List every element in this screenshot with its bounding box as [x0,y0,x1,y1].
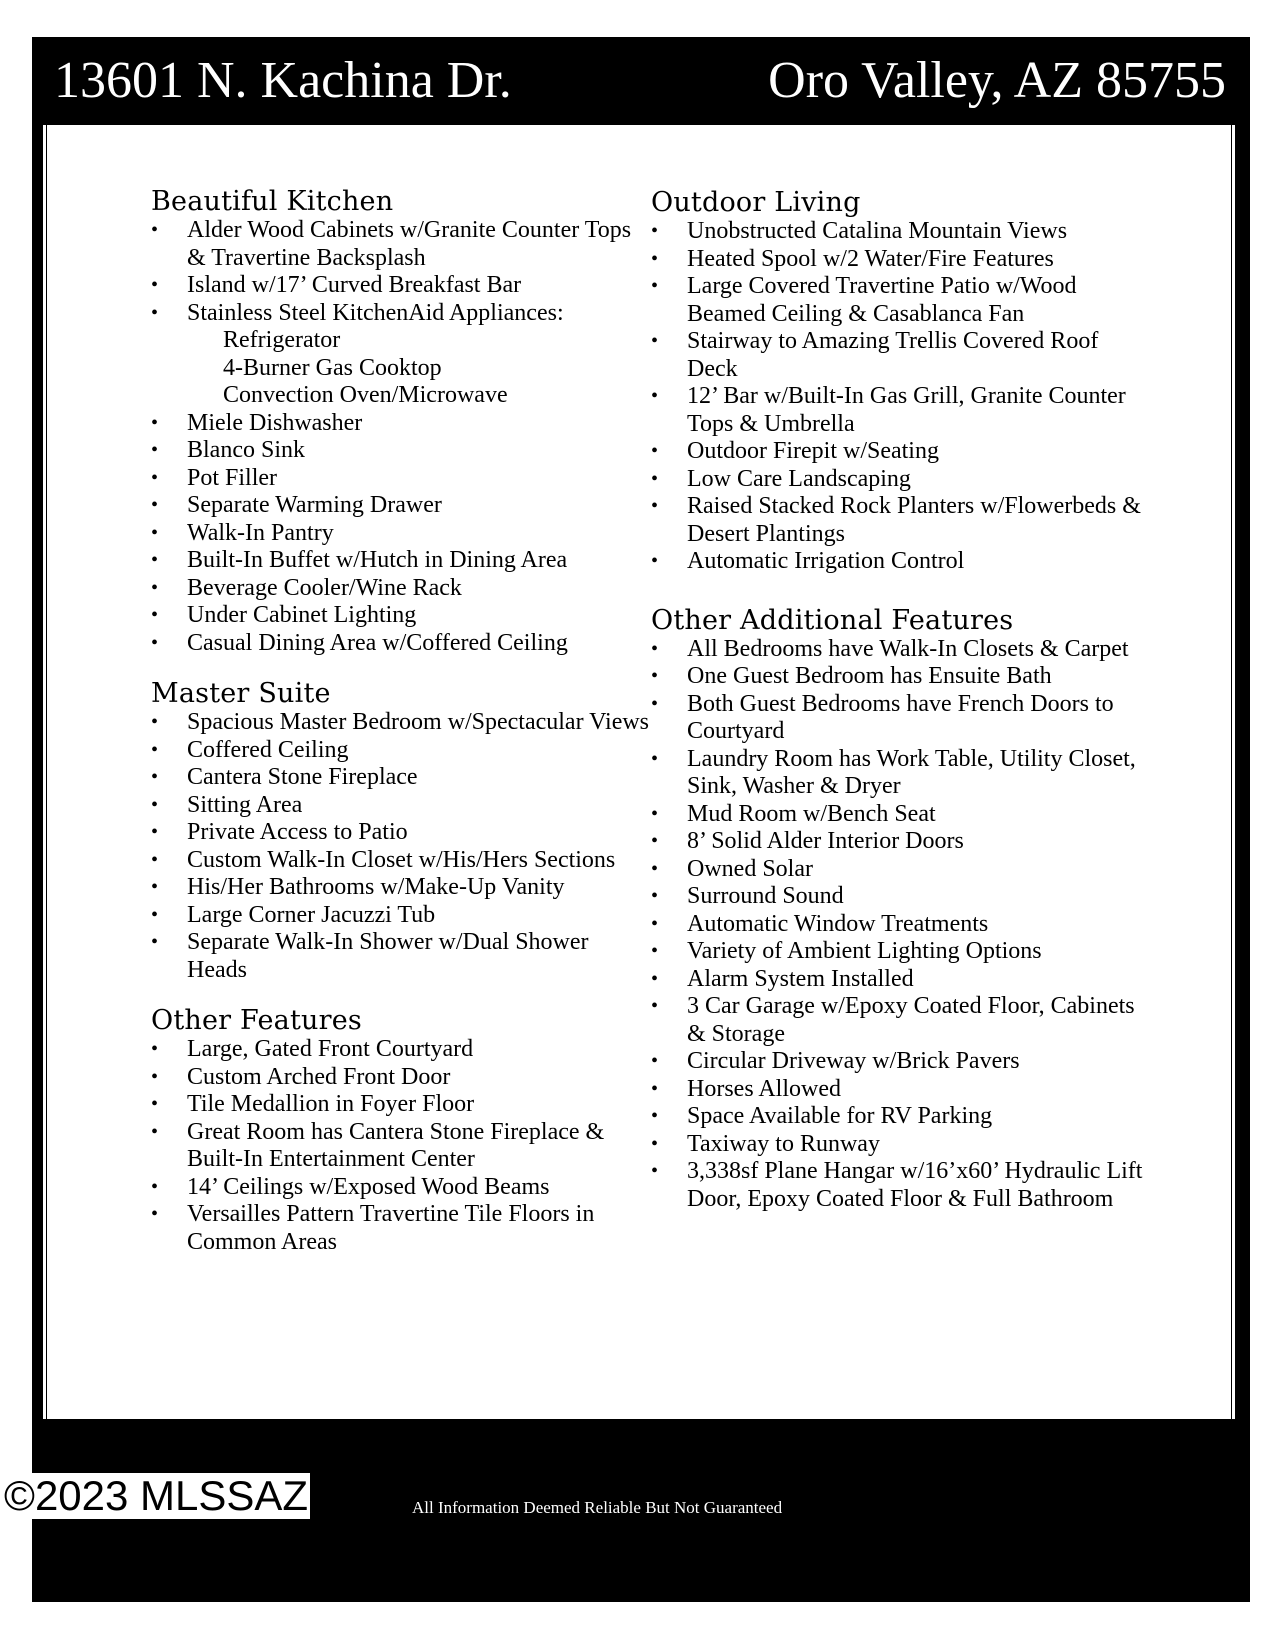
list-item: • Space Available for RV Parking [651,1103,1151,1131]
list-item: • Mud Room w/Bench Seat [651,801,1151,829]
list-item: • Walk-In Pantry [151,520,651,548]
appliance-item: 4-Burner Gas Cooktop [223,354,442,381]
list-item: • Private Access to Patio [151,819,651,847]
section-other-features [151,1006,651,1256]
copyright-watermark: ©2023 MLSSAZ [4,1472,309,1519]
list-item: • Casual Dining Area w/Coffered Ceiling [151,630,651,658]
section-master-suite [151,679,651,984]
list-item: • Custom Arched Front Door [151,1064,651,1092]
list-item: • Miele Dishwasher [151,410,651,438]
feature-list [651,636,1151,1214]
list-item: • Large Corner Jacuzzi Tub [151,902,651,930]
left-column [151,187,651,1278]
list-item: • 3 Car Garage w/Epoxy Coated Floor, Cabinets & Storage [651,993,1151,1048]
list-item: • Taxiway to Runway [651,1131,1151,1159]
list-item: • Laundry Room has Work Table, Utility Closet, Sink, Washer & Dryer [651,746,1151,801]
list-item: • Heated Spool w/2 Water/Fire Features [651,246,1151,274]
feature-list [151,1036,651,1256]
section-title: Beautiful Kitchen [151,186,394,217]
list-item: • Circular Driveway w/Brick Pavers [651,1048,1151,1076]
list-item: • Automatic Irrigation Control [651,548,1151,576]
list-item: • One Guest Bedroom has Ensuite Bath [651,663,1151,691]
list-item: • Versailles Pattern Travertine Tile Floors in Common Areas [151,1201,651,1256]
list-item: • 14’ Ceilings w/Exposed Wood Beams [151,1174,651,1202]
section-other-additional-features [651,606,1151,1214]
list-item: • Unobstructed Catalina Mountain Views [651,218,1151,246]
list-item: • All Bedrooms have Walk-In Closets & Carpet [651,636,1151,664]
list-item: • Beverage Cooler/Wine Rack [151,575,651,603]
list-item: • Sitting Area [151,792,651,820]
list-item: • Stairway to Amazing Trellis Covered Roof Deck [651,328,1151,383]
list-item: • Horses Allowed [651,1076,1151,1104]
list-item: • Built-In Buffet w/Hutch in Dining Area [151,547,651,575]
flyer-frame [32,37,1250,1602]
disclaimer-text: All Information Deemed Reliable But Not Guaranteed [412,1498,783,1517]
section-title: Master Suite [151,678,331,709]
section-outdoor-living [651,188,1151,576]
features-panel [41,125,1237,1419]
section-title: Other Features [151,1005,362,1036]
list-item: • Large Covered Travertine Patio w/Wood Beamed Ceiling & Casablanca Fan [651,273,1151,328]
list-item: • Alder Wood Cabinets w/Granite Counter Tops & Travertine Backsplash [151,217,651,272]
list-item: • Island w/17’ Curved Breakfast Bar [151,272,651,300]
property-city: Oro Valley, AZ 85755 [768,51,1226,109]
list-item: • Stainless Steel KitchenAid Appliances: [151,300,651,328]
list-item: • Variety of Ambient Lighting Options [651,938,1151,966]
list-item: • 3,338sf Plane Hangar w/16’x60’ Hydraulic Lift Door, Epoxy Coated Floor & Full Bathroom [651,1158,1151,1213]
section-beautiful-kitchen [151,187,651,657]
list-item: • Owned Solar [651,856,1151,884]
list-item: • 8’ Solid Alder Interior Doors [651,828,1151,856]
list-item: • Raised Stacked Rock Planters w/Flowerbeds & Desert Plantings [651,493,1151,548]
list-item: • Separate Walk-In Shower w/Dual Shower Heads [151,929,651,984]
property-address: 13601 N. Kachina Dr. [54,51,512,109]
list-item: • Pot Filler [151,465,651,493]
list-item: • Cantera Stone Fireplace [151,764,651,792]
feature-list [151,709,651,984]
list-item: • Separate Warming Drawer [151,492,651,520]
list-item: • 12’ Bar w/Built-In Gas Grill, Granite Counter Tops & Umbrella [651,383,1151,438]
list-item: • Custom Walk-In Closet w/His/Hers Sections [151,847,651,875]
list-item: • Low Care Landscaping [651,466,1151,494]
list-item: • His/Her Bathrooms w/Make-Up Vanity [151,874,651,902]
appliance-item: Refrigerator [223,327,341,353]
features-inner-border [46,125,1232,1419]
list-item: • Surround Sound [651,883,1151,911]
feature-list [151,217,651,657]
list-item: • Alarm System Installed [651,966,1151,994]
section-title: Other Additional Features [651,604,1014,636]
list-item: • Great Room has Cantera Stone Fireplace & Built-In Entertainment Center [151,1119,651,1174]
header-bar [32,37,1250,124]
list-item: • Tile Medallion in Foyer Floor [151,1091,651,1119]
right-column [651,188,1151,1235]
list-item: • Outdoor Firepit w/Seating [651,438,1151,466]
section-title: Outdoor Living [651,187,861,218]
list-item: • Spacious Master Bedroom w/Spectacular Views [151,709,651,737]
list-item: • Large, Gated Front Courtyard [151,1036,651,1064]
list-item: • Coffered Ceiling [151,737,651,765]
list-item: • Blanco Sink [151,437,651,465]
list-item: • Automatic Window Treatments [651,911,1151,939]
list-item: • Under Cabinet Lighting [151,602,651,630]
feature-list [651,218,1151,576]
appliance-item: Convection Oven/Microwave [223,382,508,408]
list-item: • Both Guest Bedrooms have French Doors to Courtyard [651,691,1151,746]
